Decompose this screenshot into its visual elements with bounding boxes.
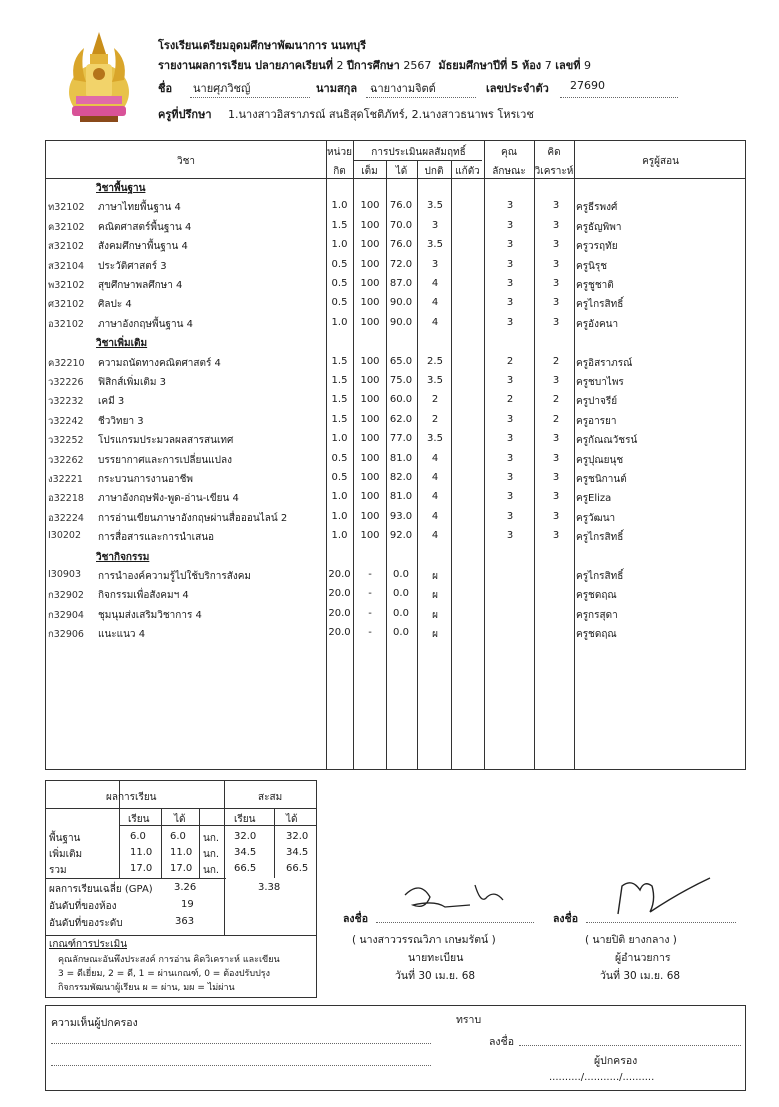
parent-ack-label: ทราบ <box>456 1014 482 1026</box>
subject-name: คณิตศาสตร์พื้นฐาน 4 <box>98 221 192 233</box>
parent-comment-box <box>45 1005 746 1091</box>
summary-acc-study: 34.5 <box>234 847 257 858</box>
score-got: 65.0 <box>389 355 413 367</box>
full-score: - <box>368 569 372 580</box>
grade-normal: 4 <box>431 472 439 483</box>
score-got: 0.0 <box>393 607 409 619</box>
subject-code: ก32906 <box>48 629 84 641</box>
analytic-score: 3 <box>552 472 560 483</box>
registrar-sign-label: ลงชื่อ <box>343 913 368 925</box>
grade-normal: 3 <box>431 258 439 270</box>
report-title: รายงานผลการเรียน ปลายภาคเรียนที่ <box>158 59 334 72</box>
full-score: 100 <box>360 394 380 406</box>
grade-normal: 2 <box>431 394 439 406</box>
grade-normal: 4 <box>431 297 439 309</box>
summary-row-label: เพิ่มเติม <box>49 849 83 860</box>
summary-unit: นก. <box>203 833 220 844</box>
credit-units: 1.0 <box>331 433 348 445</box>
parent-date-line: ........../.........../.......... <box>549 1072 655 1083</box>
accum-header: สะสม <box>258 792 283 803</box>
grade-normal: 3 <box>431 219 439 231</box>
characteristic-score: 3 <box>506 200 514 212</box>
student-id-value: 27690 <box>570 79 605 92</box>
section-title: วิชากิจกรรม <box>96 551 150 563</box>
number-value: 9 <box>583 59 591 72</box>
grade-normal: 3.5 <box>427 375 443 386</box>
col-char-bottom: ลักษณะ <box>492 166 526 177</box>
credit-units: 1.5 <box>331 375 348 386</box>
score-got: 90.0 <box>389 316 413 328</box>
analytic-score: 3 <box>552 200 560 212</box>
grade-normal: 4 <box>431 530 439 542</box>
full-score: 100 <box>360 530 380 542</box>
score-got: 93.0 <box>389 510 413 522</box>
full-score: 100 <box>360 491 380 503</box>
subject-name: เคมี 3 <box>98 396 125 408</box>
subject-code: ศ32102 <box>48 299 85 311</box>
director-name: ( นายปิติ ยางกลาง ) <box>585 934 677 946</box>
section-title: วิชาพื้นฐาน <box>96 183 146 194</box>
director-signature-icon <box>610 872 720 924</box>
summary-study: 11.0 <box>130 847 153 858</box>
teacher-name: ครูEliza <box>576 493 612 505</box>
score-got: 82.0 <box>389 472 413 483</box>
score-got: 81.0 <box>389 491 413 503</box>
analytic-score: 3 <box>552 239 560 251</box>
score-got: 81.0 <box>389 452 413 464</box>
characteristic-score: 3 <box>506 258 514 270</box>
school-name: โรงเรียนเตรียมอุดมศึกษาพัฒนาการ นนทบุรี <box>158 39 367 52</box>
score-got: 72.0 <box>389 258 413 270</box>
score-got: 87.0 <box>389 278 413 289</box>
student-name-value: นายศุภวิชญ์ <box>193 82 251 95</box>
registrar-name: ( นางสาววรรณวิภา เกษมรัตน์ ) <box>352 934 496 946</box>
registrar-signature-icon <box>395 875 515 925</box>
analytic-score: 2 <box>552 394 560 406</box>
grade-label: มัธยมศึกษาปีที่ <box>438 59 508 72</box>
teacher-name: ครูชนิกานต์ <box>576 474 627 485</box>
report-title-line <box>158 56 591 74</box>
full-score: 100 <box>360 510 380 522</box>
subject-code: ส32104 <box>48 260 85 272</box>
subject-code: อ32224 <box>48 512 84 524</box>
subject-name: โปรแกรมประมวลผลสารสนเทศ <box>98 435 234 447</box>
teacher-name: ครูปุณยนุช <box>576 454 624 466</box>
criteria-line-3: กิจกรรมพัฒนาผู้เรียน ผ = ผ่าน, มผ = ไม่ผ่าน <box>58 983 235 993</box>
director-date: วันที่ 30 เม.ย. 68 <box>600 970 681 982</box>
subject-code: ก32904 <box>48 609 84 621</box>
summary-box <box>45 780 317 998</box>
grade-normal: 4 <box>431 316 439 328</box>
teacher-name: ครูไกรสิทธิ์ <box>576 571 624 582</box>
full-score: 100 <box>360 278 380 289</box>
grade-normal: 4 <box>431 278 439 289</box>
subject-name: ภาษาอังกฤษฟัง-พูด-อ่าน-เขียน 4 <box>98 493 239 505</box>
teacher-name: ครูนิรุช <box>576 260 608 272</box>
score-got: 60.0 <box>389 394 413 406</box>
teacher-name: ครูชดฤณ <box>576 629 617 641</box>
credit-units: 0.5 <box>331 452 348 464</box>
score-got: 0.0 <box>393 588 409 600</box>
registrar-date: วันที่ 30 เม.ย. 68 <box>395 970 476 982</box>
year-value: 2567 <box>403 59 432 72</box>
characteristic-score: 3 <box>506 278 514 289</box>
full-score: 100 <box>360 258 380 270</box>
analytic-score: 3 <box>552 530 560 542</box>
subject-code: ว32252 <box>48 435 84 447</box>
characteristic-score: 3 <box>506 375 514 386</box>
credit-units: 1.5 <box>331 219 348 231</box>
col-fixed: แก้ตัว <box>455 166 480 177</box>
summary-got: 6.0 <box>170 831 186 842</box>
subject-name: บรรยากาศและการเปลี่ยนแปลง <box>98 454 232 466</box>
subject-code: พ32102 <box>48 280 85 291</box>
grade-normal: ผ <box>432 571 438 582</box>
col-subject: วิชา <box>176 156 196 167</box>
teacher-name: ครูชดฤณ <box>576 590 617 602</box>
analytic-score: 3 <box>552 433 560 445</box>
number-label: เลขที่ <box>555 59 581 72</box>
subject-name: สังคมศึกษาพื้นฐาน 4 <box>98 241 188 253</box>
subject-name: ภาษาอังกฤษพื้นฐาน 4 <box>98 318 193 330</box>
credit-units: 20.0 <box>328 569 351 580</box>
score-got: 75.0 <box>389 375 413 386</box>
analytic-score: 3 <box>552 297 560 309</box>
rank-level-label: อันดับที่ของระดับ <box>49 918 123 929</box>
advisor-names: 1.นางสาวอิสราภรณ์ สนธิสุดโชติภัทร์, 2.นางสาวธนาพร โหรเวช <box>228 108 534 121</box>
summary-acc-got: 32.0 <box>286 831 309 842</box>
col-teacher: ครูผู้สอน <box>642 156 679 167</box>
score-got: 76.0 <box>389 200 413 212</box>
student-id-label: เลขประจำตัว <box>486 82 549 95</box>
credit-units: 1.5 <box>331 355 348 367</box>
characteristic-score: 3 <box>506 219 514 231</box>
summary-study: 17.0 <box>130 863 153 874</box>
summary-got: 11.0 <box>170 847 193 858</box>
col-normal: ปกติ <box>424 166 444 177</box>
criteria-label: เกณฑ์การประเมิน <box>49 939 128 950</box>
characteristic-score: 3 <box>506 239 514 251</box>
full-score: 100 <box>360 452 380 464</box>
parent-sign-label: ลงชื่อ <box>489 1036 514 1048</box>
subject-name: สุขศึกษาพลศึกษา 4 <box>98 280 183 291</box>
characteristic-score: 3 <box>506 472 514 483</box>
col-got: ได้ <box>395 166 408 177</box>
subject-code: ว32232 <box>48 396 84 408</box>
surname-label: นามสกุล <box>316 82 358 95</box>
criteria-line-2: 3 = ดีเยี่ยม, 2 = ดี, 1 = ผ่านเกณฑ์, 0 = ต้องปรับปรุง <box>58 969 271 979</box>
credit-units: 1.0 <box>331 200 348 212</box>
acc-study-header: เรียน <box>234 814 256 825</box>
credit-units: 1.0 <box>331 530 348 542</box>
full-score: 100 <box>360 433 380 445</box>
got-header: ได้ <box>174 814 186 825</box>
full-score: 100 <box>360 219 380 231</box>
analytic-score: 2 <box>552 413 560 425</box>
gpa-value: 3.26 <box>174 882 197 893</box>
gpa-accum-value: 3.38 <box>258 882 281 893</box>
summary-got: 17.0 <box>170 863 193 874</box>
subject-name: ฟิสิกส์เพิ่มเติม 3 <box>98 377 166 388</box>
teacher-name: ครูธัญพิพา <box>576 221 622 233</box>
director-title: ผู้อำนวยการ <box>615 952 671 964</box>
characteristic-score: 3 <box>506 510 514 522</box>
full-score: - <box>368 588 372 600</box>
credit-units: 1.0 <box>331 239 348 251</box>
credit-units: 1.0 <box>331 491 348 503</box>
characteristic-score: 2 <box>506 355 514 367</box>
summary-row-label: พื้นฐาน <box>49 833 81 844</box>
grade-normal: 3.5 <box>427 239 443 251</box>
analytic-score: 3 <box>552 316 560 328</box>
full-score: 100 <box>360 472 380 483</box>
col-unit-bottom: กิต <box>333 166 346 177</box>
subject-code: I30903 <box>48 569 82 580</box>
study-header: เรียน <box>128 814 150 825</box>
summary-acc-study: 66.5 <box>234 863 257 874</box>
teacher-name: ครูกัณณวัชรน์ <box>576 435 638 447</box>
subject-code: I30202 <box>48 530 82 542</box>
full-score: 100 <box>360 297 380 309</box>
characteristic-score: 3 <box>506 297 514 309</box>
analytic-score: 3 <box>552 375 560 386</box>
teacher-name: ครูชูชาติ <box>576 280 614 291</box>
teacher-name: ครูปาจรีย์ <box>576 396 618 408</box>
summary-acc-got: 66.5 <box>286 863 309 874</box>
characteristic-score: 3 <box>506 316 514 328</box>
score-got: 0.0 <box>393 627 409 639</box>
teacher-name: ครูไกรสิทธิ์ <box>576 299 624 311</box>
analytic-score: 3 <box>552 278 560 289</box>
surname-value: ฉายางามจิตต์ <box>370 82 436 95</box>
characteristic-score: 3 <box>506 413 514 425</box>
subject-name: ภาษาไทยพื้นฐาน 4 <box>98 202 181 214</box>
room-label: ห้อง <box>521 59 542 72</box>
section-title: วิชาเพิ่มเติม <box>96 338 148 350</box>
grade-normal: 2 <box>431 413 439 425</box>
characteristic-score: 3 <box>506 491 514 503</box>
score-got: 92.0 <box>389 530 413 542</box>
full-score: 100 <box>360 413 380 425</box>
characteristic-score: 3 <box>506 452 514 464</box>
credit-units: 1.0 <box>331 510 348 522</box>
rank-room-value: 19 <box>181 899 194 910</box>
student-name-label: ชื่อ <box>158 82 173 95</box>
credit-units: 0.5 <box>331 472 348 483</box>
col-unit-top: หน่วย <box>327 147 352 158</box>
subject-name: การนำองค์ความรู้ไปใช้บริการสังคม <box>98 571 252 582</box>
teacher-name: ครูไกรสิทธิ์ <box>576 532 624 544</box>
subject-code: ว32242 <box>48 415 84 427</box>
subject-name: กิจกรรมเพื่อสังคมฯ 4 <box>98 590 189 602</box>
characteristic-score: 3 <box>506 433 514 445</box>
director-sign-label: ลงชื่อ <box>553 913 578 925</box>
subject-name: การสื่อสารและการนำเสนอ <box>98 532 215 544</box>
summary-row-label: รวม <box>49 865 67 876</box>
grade-normal: 4 <box>431 491 439 503</box>
credit-units: 1.0 <box>331 316 348 328</box>
subject-name: กระบวนการงานอาชีพ <box>98 474 193 485</box>
registrar-title: นายทะเบียน <box>408 952 464 964</box>
credit-units: 0.5 <box>331 278 348 289</box>
score-got: 62.0 <box>389 413 413 425</box>
score-got: 0.0 <box>393 569 409 580</box>
characteristic-score: 3 <box>506 530 514 542</box>
subject-code: อ32102 <box>48 318 84 330</box>
teacher-name: ครูชบาไพร <box>576 377 624 388</box>
full-score: 100 <box>360 200 380 212</box>
col-char-top: คุณ <box>501 147 517 158</box>
full-score: 100 <box>360 375 380 386</box>
year-label: ปีการศึกษา <box>347 59 400 72</box>
grades-table <box>45 140 746 770</box>
teacher-name: ครูอิสราภรณ์ <box>576 357 633 369</box>
subject-code: ว32262 <box>48 454 84 466</box>
grade-normal: 4 <box>431 452 439 464</box>
gpa-label: ผลการเรียนเฉลี่ย (GPA) <box>49 884 153 895</box>
col-think-bottom: วิเคราะห์ <box>534 166 574 177</box>
credit-units: 1.5 <box>331 394 348 406</box>
subject-code: ค32102 <box>48 221 85 233</box>
teacher-name: ครูวัฒนา <box>576 512 616 524</box>
summary-acc-study: 32.0 <box>234 831 257 842</box>
grade-value: 5 <box>510 59 519 72</box>
col-think-top: คิด <box>547 147 561 158</box>
score-got: 70.0 <box>389 219 413 231</box>
col-full: เต็ม <box>361 166 378 177</box>
characteristic-score: 2 <box>506 394 514 406</box>
col-assessment: การประเมินผลสัมฤทธิ์ <box>371 147 466 158</box>
full-score: - <box>368 607 372 619</box>
grade-normal: 4 <box>431 510 439 522</box>
rank-room-label: อันดับที่ของห้อง <box>49 901 117 912</box>
results-header: ผลการเรียน <box>106 792 157 803</box>
parent-comment-label: ความเห็นผู้ปกครอง <box>51 1017 138 1029</box>
subject-code: ค32210 <box>48 357 85 369</box>
analytic-score: 3 <box>552 258 560 270</box>
analytic-score: 3 <box>552 510 560 522</box>
subject-name: แนะแนว 4 <box>98 629 146 641</box>
grade-normal: ผ <box>432 609 438 621</box>
grade-normal: ผ <box>432 590 438 602</box>
analytic-score: 3 <box>552 219 560 231</box>
rank-level-value: 363 <box>175 916 195 927</box>
grade-normal: 2.5 <box>427 355 443 367</box>
analytic-score: 3 <box>552 491 560 503</box>
full-score: 100 <box>360 239 380 251</box>
teacher-name: ครูกรสุดา <box>576 609 618 621</box>
grade-normal: 3.5 <box>427 200 443 212</box>
summary-study: 6.0 <box>130 831 146 842</box>
semester-value: 2 <box>336 59 344 72</box>
subject-name: ศิลปะ 4 <box>98 299 132 311</box>
parent-title: ผู้ปกครอง <box>594 1055 638 1067</box>
subject-code: ส32102 <box>48 241 85 253</box>
room-value: 7 <box>544 59 552 72</box>
summary-unit: นก. <box>203 849 220 860</box>
analytic-score: 3 <box>552 452 560 464</box>
subject-code: ก32902 <box>48 590 84 602</box>
score-got: 76.0 <box>389 239 413 251</box>
credit-units: 0.5 <box>331 297 348 309</box>
subject-code: ง32221 <box>48 474 83 485</box>
credit-units: 20.0 <box>328 588 351 600</box>
teacher-name: ครูธีรพงศ์ <box>576 202 618 214</box>
grade-normal: 3.5 <box>427 433 443 445</box>
acc-got-header: ได้ <box>286 814 298 825</box>
credit-units: 20.0 <box>328 607 351 619</box>
teacher-name: ครูอารยา <box>576 415 617 427</box>
teacher-name: ครูวรฤทัย <box>576 241 618 253</box>
school-emblem-icon <box>66 30 132 126</box>
subject-name: ประวัติศาสตร์ 3 <box>98 260 167 272</box>
credit-units: 1.5 <box>331 413 348 425</box>
analytic-score: 2 <box>552 355 560 367</box>
subject-name: ชุมนุมส่งเสริมวิชาการ 4 <box>98 609 202 621</box>
grade-normal: ผ <box>432 629 438 641</box>
summary-unit: นก. <box>203 865 220 876</box>
subject-name: การอ่านเขียนภาษาอังกฤษผ่านสื่อออนไลน์ 2 <box>98 512 288 524</box>
full-score: 100 <box>360 355 380 367</box>
score-got: 90.0 <box>389 297 413 309</box>
subject-name: ชีววิทยา 3 <box>98 415 144 427</box>
subject-code: ท32102 <box>48 202 85 214</box>
teacher-name: ครูอังคนา <box>576 318 619 330</box>
credit-units: 20.0 <box>328 627 351 639</box>
subject-name: ความถนัดทางคณิตศาสตร์ 4 <box>98 357 221 369</box>
advisor-label: ครูที่ปรึกษา <box>158 108 212 121</box>
subject-code: ว32226 <box>48 377 84 388</box>
full-score: - <box>368 627 372 639</box>
summary-acc-got: 34.5 <box>286 847 309 858</box>
full-score: 100 <box>360 316 380 328</box>
credit-units: 0.5 <box>331 258 348 270</box>
subject-code: อ32218 <box>48 493 84 505</box>
criteria-line-1: คุณลักษณะอันพึงประสงค์ การอ่าน คิดวิเคราะห์ และเขียน <box>58 955 280 965</box>
score-got: 77.0 <box>389 433 413 445</box>
